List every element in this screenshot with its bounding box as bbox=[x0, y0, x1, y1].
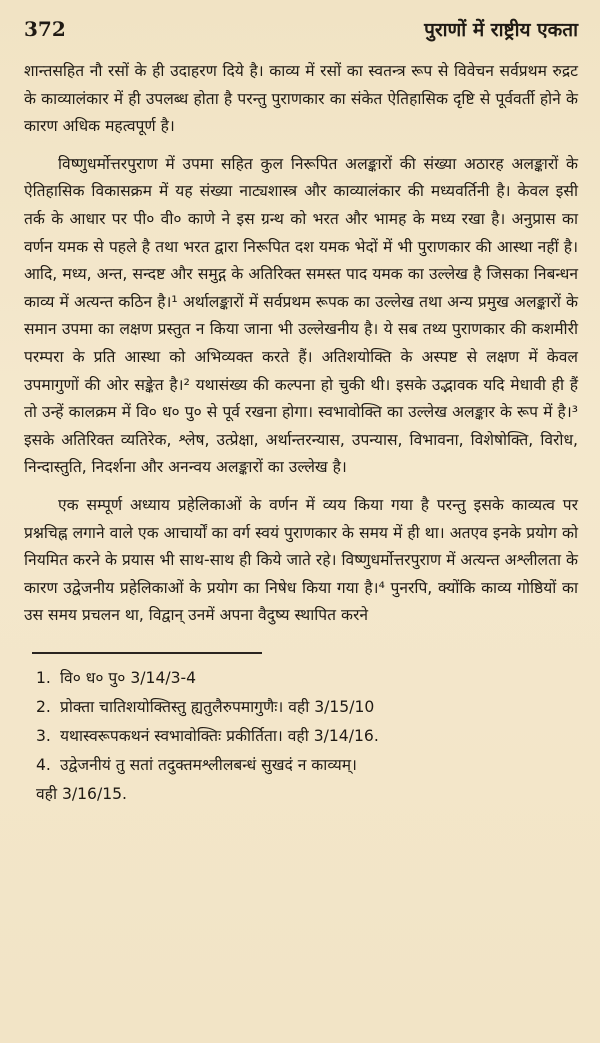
page-number: 372 bbox=[24, 17, 66, 41]
page-header bbox=[24, 16, 578, 50]
footnote-2 bbox=[36, 693, 578, 722]
footnote-4-continuation: वही 3/16/15. bbox=[36, 784, 128, 803]
footnote-text: यथास्वरूपकथनं स्वभावोक्तिः प्रकीर्तिता। वही 3/14/16. bbox=[60, 726, 379, 745]
footnote-4 bbox=[36, 751, 578, 780]
footnotes bbox=[36, 664, 578, 809]
paragraph-2: विष्णुधर्मोत्तरपुराण में उपमा सहित कुल निरूपित अलङ्कारों की संख्या अठारह अलङ्कारों के ऐतिहासिक विकासक्रम में यह संख्या नाट्यशास्त्र और काव्यालंकार की मध्यवर्तिनी है। केवल इसी तर्क के आधार पर पी० वी० काणे ने इस ग्रन्थ को भरत और भामह के मध्य रखा है। अनुप्रास का वर्णन यमक से पहले है तथा भरत द्वारा निरूपित दश यमक भेदों में भी पुराणकार की आस्था नहीं है। आदि, मध्य, अन्त, सन्दष्ट और समुद्ग के अतिरिक्त समस्त पाद यमक का उल्लेख है जिसका निबन्धन काव्य में अत्यन्त कठिन है।¹ अर्थालङ्कारों में सर्वप्रथम रूपक का उल्लेख तथा अन्य प्रमुख अलङ्कारों के समान उपमा का लक्षण प्रस्तुत न किया जाना भी उल्लेखनीय है। ये सब तथ्य पुराणकार की कशमीरी परम्परा के प्रति आस्था को अभिव्यक्त करते हैं। अतिशयोक्ति के अस्पष्ट से लक्षण में केवल उपमागुणों की ओर सङ्केत है।² यथासंख्य की कल्पना हो चुकी थी। इसके उद्भावक यदि मेधावी ही हैं तो उन्हें कालक्रम में वि० ध० पु० से पूर्व रखना होगा। स्वभावोक्ति का उल्लेख अलङ्कार के रूप में है।³ इसके अतिरिक्त व्यतिरेक, श्लेष, उत्प्रेक्षा, अर्थान्तरन्यास, उपन्यास, विभावना, विशेषोक्ति, विरोध, निन्दास्तुति, निदर्शना और अनन्वय अलङ्कारों का उल्लेख है। bbox=[24, 154, 578, 477]
paragraph-1: शान्तसहित नौ रसों के ही उदाहरण दिये है। काव्य में रसों का स्वतन्त्र रूप से विवेचन सर्वप्रथम रुद्रट के काव्यालंकार में ही उपलब्ध होता है परन्तु पुराणकार का संकेत ऐतिहासिक दृष्टि से पूर्ववर्ती होने के कारण अधिक महत्वपूर्ण है। bbox=[24, 62, 578, 136]
footnote-number: 4. bbox=[36, 755, 51, 774]
footnote-separator bbox=[32, 652, 262, 654]
footnote-text: प्रोक्ता चातिशयोक्तिस्तु ह्यतुलैरुपमागुणैः। वही 3/15/10 bbox=[60, 697, 375, 716]
footnote-text: उद्वेजनीयं तु सतां तदुक्तमश्लीलबन्धं सुखदं न काव्यम्। bbox=[60, 755, 357, 774]
footnote-number: 3. bbox=[36, 726, 51, 745]
paragraph-3: एक सम्पूर्ण अध्याय प्रहेलिकाओं के वर्णन में व्यय किया गया है परन्तु इसके काव्यत्व पर प्रश्नचिह्न लगाने वाले एक आचार्यों का वर्ग स्वयं पुराणकार के समय में ही था। अतएव इनके प्रयोग को नियमित करने के प्रयास भी साथ-साथ ही किये जाते रहे। विष्णुधर्मोत्तरपुराण में अत्यन्त अश्लीलता के कारण उद्वेजनीय प्रहेलिकाओं के प्रयोग का निषेध किया गया है।⁴ पुनरपि, क्योंकि काव्य गोष्ठियों का उस समय प्रचलन था, विद्वान् उनमें अपना वैदुष्य स्थापित करने bbox=[24, 495, 578, 625]
footnote-number: 1. bbox=[36, 668, 51, 687]
footnote-text: वि० ध० पु० 3/14/3-4 bbox=[60, 668, 197, 687]
footnote-3 bbox=[36, 722, 578, 751]
body-text bbox=[24, 58, 578, 630]
footnote-1 bbox=[36, 664, 578, 693]
running-title: पुराणों में राष्ट्रीय एकता bbox=[424, 19, 578, 41]
footnote-number: 2. bbox=[36, 697, 51, 716]
